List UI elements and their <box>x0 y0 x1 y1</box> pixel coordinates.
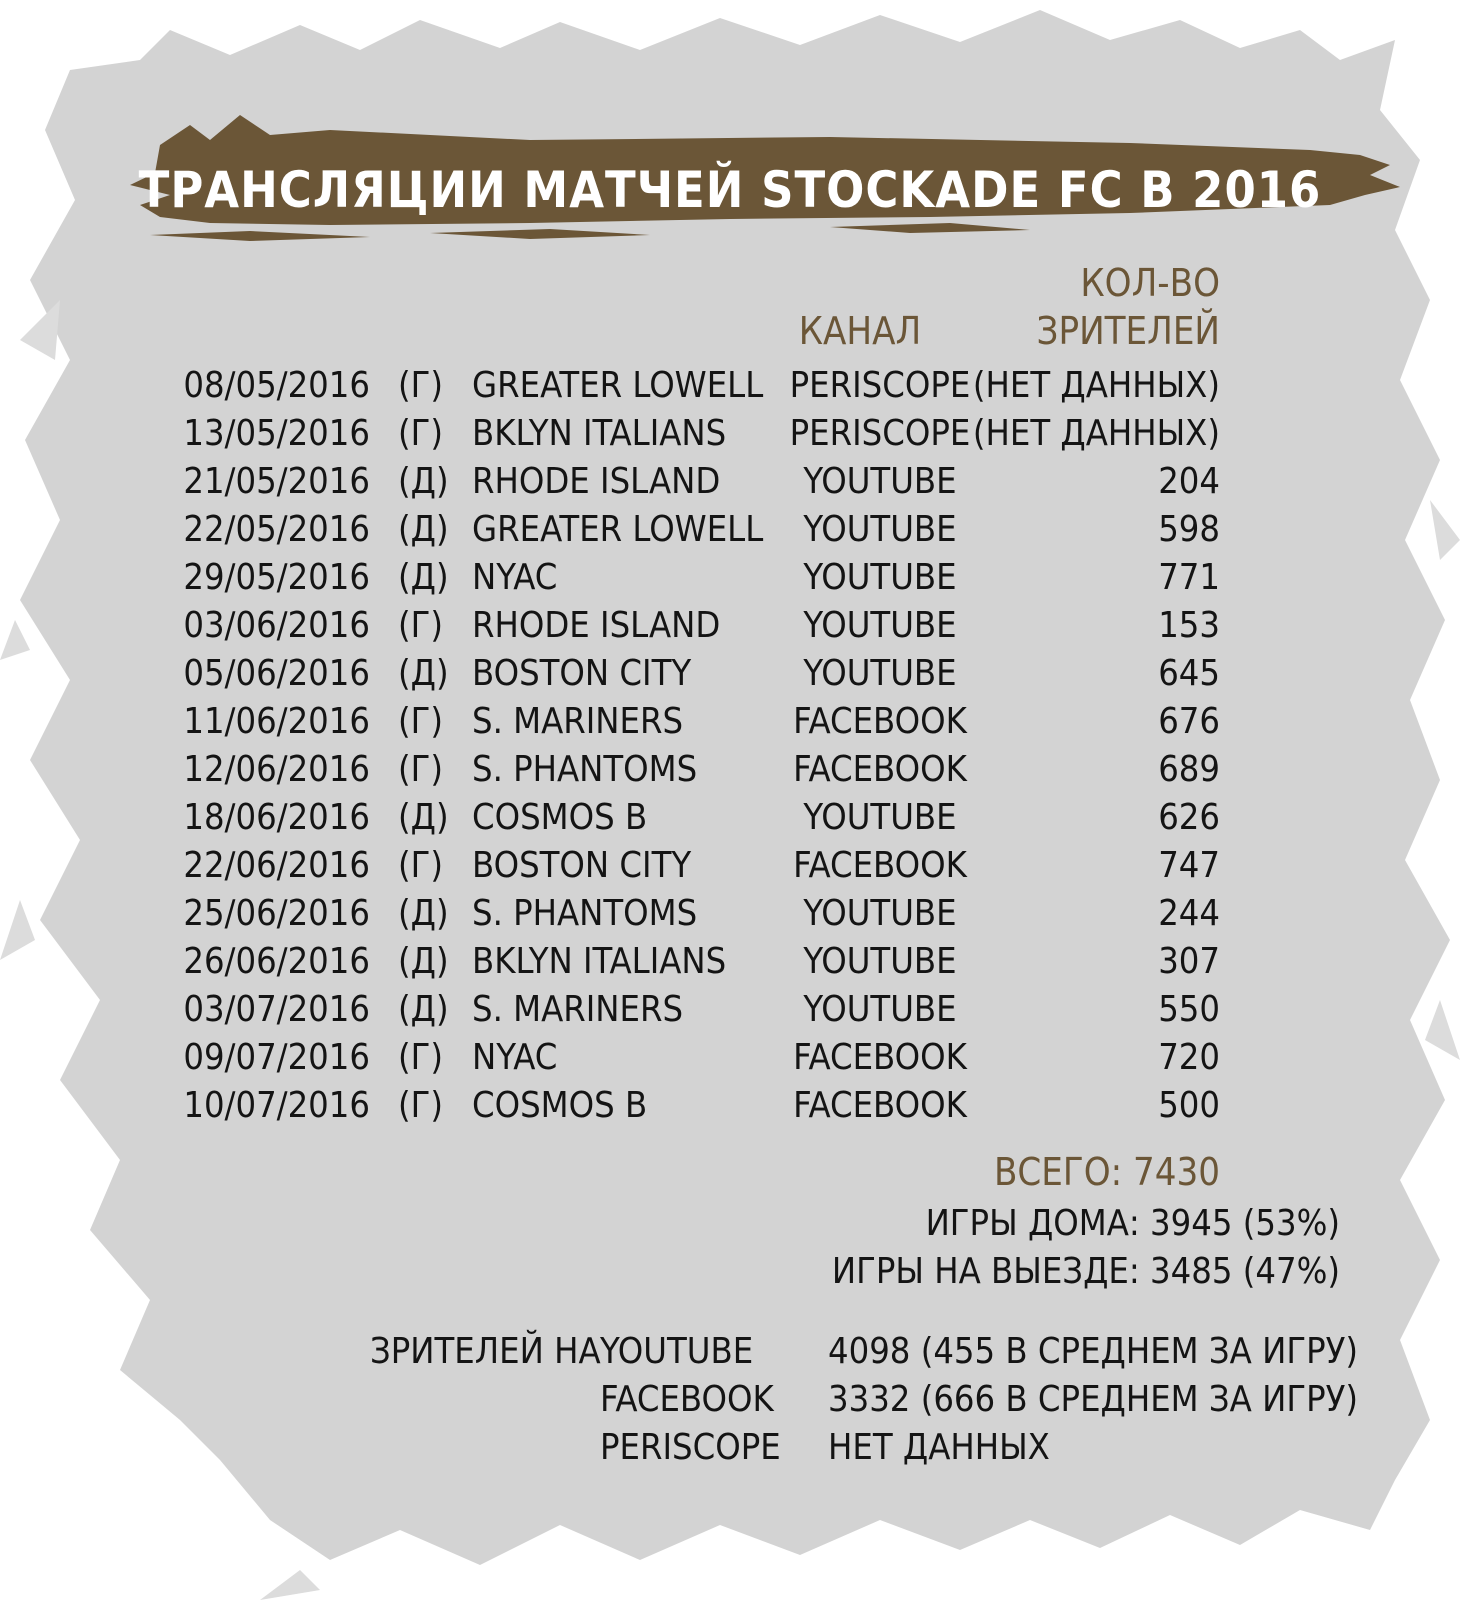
match-opponent: BKLYN ITALIANS <box>472 941 727 982</box>
match-viewers: 307 <box>1158 941 1220 982</box>
match-date: 22/05/2016 <box>183 509 370 550</box>
match-venue: (Д) <box>398 509 449 550</box>
match-date: 11/06/2016 <box>183 701 370 742</box>
table-row <box>0 1082 1460 1130</box>
match-venue: (Г) <box>398 1037 444 1078</box>
platform-facebook-value: 3332 (666 В СРЕДНЕМ ЗА ИГРУ) <box>828 1379 1358 1420</box>
match-viewers: 500 <box>1158 1085 1220 1126</box>
match-venue: (Г) <box>398 845 444 886</box>
match-channel: YOUTUBE <box>803 653 957 694</box>
match-viewers: (НЕТ ДАННЫХ) <box>972 413 1220 454</box>
page-title: ТРАНСЛЯЦИИ МАТЧЕЙ STOCKADE FC В 2016 <box>138 161 1322 219</box>
match-date: 09/07/2016 <box>183 1037 370 1078</box>
match-venue: (Г) <box>398 365 444 406</box>
match-viewers: 153 <box>1158 605 1220 646</box>
match-channel: FACEBOOK <box>793 1037 967 1078</box>
match-channel: YOUTUBE <box>803 941 957 982</box>
match-date: 08/05/2016 <box>183 365 370 406</box>
match-opponent: S. MARINERS <box>472 701 684 742</box>
match-opponent: RHODE ISLAND <box>472 605 721 646</box>
match-channel: FACEBOOK <box>793 701 967 742</box>
match-opponent: NYAC <box>472 1037 558 1078</box>
match-venue: (Д) <box>398 557 449 598</box>
match-date: 25/06/2016 <box>183 893 370 934</box>
match-opponent: S. PHANTOMS <box>472 749 698 790</box>
match-opponent: NYAC <box>472 557 558 598</box>
platform-periscope-label: PERISCOPE <box>600 1427 781 1468</box>
match-viewers: 676 <box>1158 701 1220 742</box>
match-viewers: 771 <box>1158 557 1220 598</box>
match-viewers: (НЕТ ДАННЫХ) <box>972 365 1220 406</box>
match-venue: (Д) <box>398 893 449 934</box>
match-venue: (Г) <box>398 701 444 742</box>
match-venue: (Г) <box>398 605 444 646</box>
platforms-lead: ЗРИТЕЛЕЙ НА <box>370 1331 601 1372</box>
table-row <box>0 1034 1460 1082</box>
match-opponent: BKLYN ITALIANS <box>472 413 727 454</box>
table-row <box>0 650 1460 698</box>
match-viewers: 626 <box>1158 797 1220 838</box>
table-row <box>0 554 1460 602</box>
match-venue: (Г) <box>398 1085 444 1126</box>
match-viewers: 747 <box>1158 845 1220 886</box>
match-viewers: 550 <box>1158 989 1220 1030</box>
match-date: 12/06/2016 <box>183 749 370 790</box>
match-date: 22/06/2016 <box>183 845 370 886</box>
match-venue: (Г) <box>398 749 444 790</box>
match-date: 03/06/2016 <box>183 605 370 646</box>
match-viewers: 689 <box>1158 749 1220 790</box>
platform-youtube-label: YOUTUBE <box>600 1331 754 1372</box>
match-channel: YOUTUBE <box>803 461 957 502</box>
header-channel: КАНАЛ <box>798 309 922 353</box>
match-channel: YOUTUBE <box>803 557 957 598</box>
match-viewers: 244 <box>1158 893 1220 934</box>
match-channel: YOUTUBE <box>803 893 957 934</box>
match-channel: YOUTUBE <box>803 797 957 838</box>
total-viewers: ВСЕГО: 7430 <box>993 1150 1220 1194</box>
match-date: 18/06/2016 <box>183 797 370 838</box>
match-viewers: 720 <box>1158 1037 1220 1078</box>
match-opponent: COSMOS B <box>472 797 648 838</box>
match-channel: PERISCOPE <box>789 365 971 406</box>
table-row <box>0 602 1460 650</box>
match-date: 13/05/2016 <box>183 413 370 454</box>
match-venue: (Г) <box>398 413 444 454</box>
match-channel: FACEBOOK <box>793 1085 967 1126</box>
header-viewers-line1: КОЛ-ВО <box>1080 261 1220 305</box>
match-venue: (Д) <box>398 989 449 1030</box>
match-date: 29/05/2016 <box>183 557 370 598</box>
match-channel: PERISCOPE <box>789 413 971 454</box>
match-channel: YOUTUBE <box>803 605 957 646</box>
match-opponent: RHODE ISLAND <box>472 461 721 502</box>
platform-facebook-label: FACEBOOK <box>600 1379 774 1420</box>
table-row <box>0 746 1460 794</box>
match-date: 21/05/2016 <box>183 461 370 502</box>
table-row <box>0 506 1460 554</box>
table-row <box>0 938 1460 986</box>
match-date: 26/06/2016 <box>183 941 370 982</box>
match-opponent: BOSTON CITY <box>472 653 692 694</box>
match-date: 03/07/2016 <box>183 989 370 1030</box>
match-channel: YOUTUBE <box>803 989 957 1030</box>
header-viewers-line2: ЗРИТЕЛЕЙ <box>1036 309 1220 353</box>
match-date: 05/06/2016 <box>183 653 370 694</box>
match-venue: (Д) <box>398 797 449 838</box>
table-row <box>0 794 1460 842</box>
match-venue: (Д) <box>398 941 449 982</box>
match-venue: (Д) <box>398 653 449 694</box>
match-opponent: GREATER LOWELL <box>472 365 764 406</box>
match-opponent: BOSTON CITY <box>472 845 692 886</box>
match-opponent: S. PHANTOMS <box>472 893 698 934</box>
match-viewers: 645 <box>1158 653 1220 694</box>
table-row <box>0 986 1460 1034</box>
match-opponent: GREATER LOWELL <box>472 509 764 550</box>
platform-periscope-value: НЕТ ДАННЫХ <box>828 1427 1050 1468</box>
table-row <box>0 362 1460 410</box>
match-channel: YOUTUBE <box>803 509 957 550</box>
match-opponent: S. MARINERS <box>472 989 684 1030</box>
match-viewers: 598 <box>1158 509 1220 550</box>
table-row <box>0 698 1460 746</box>
platform-youtube-value: 4098 (455 В СРЕДНЕМ ЗА ИГРУ) <box>828 1331 1358 1372</box>
table-row <box>0 410 1460 458</box>
table-row <box>0 458 1460 506</box>
match-channel: FACEBOOK <box>793 845 967 886</box>
match-opponent: COSMOS B <box>472 1085 648 1126</box>
match-channel: FACEBOOK <box>793 749 967 790</box>
home-games-viewers: ИГРЫ ДОМА: 3945 (53%) <box>925 1203 1340 1244</box>
match-viewers: 204 <box>1158 461 1220 502</box>
table-row <box>0 842 1460 890</box>
away-games-viewers: ИГРЫ НА ВЫЕЗДЕ: 3485 (47%) <box>831 1251 1340 1292</box>
table-row <box>0 890 1460 938</box>
match-venue: (Д) <box>398 461 449 502</box>
match-date: 10/07/2016 <box>183 1085 370 1126</box>
